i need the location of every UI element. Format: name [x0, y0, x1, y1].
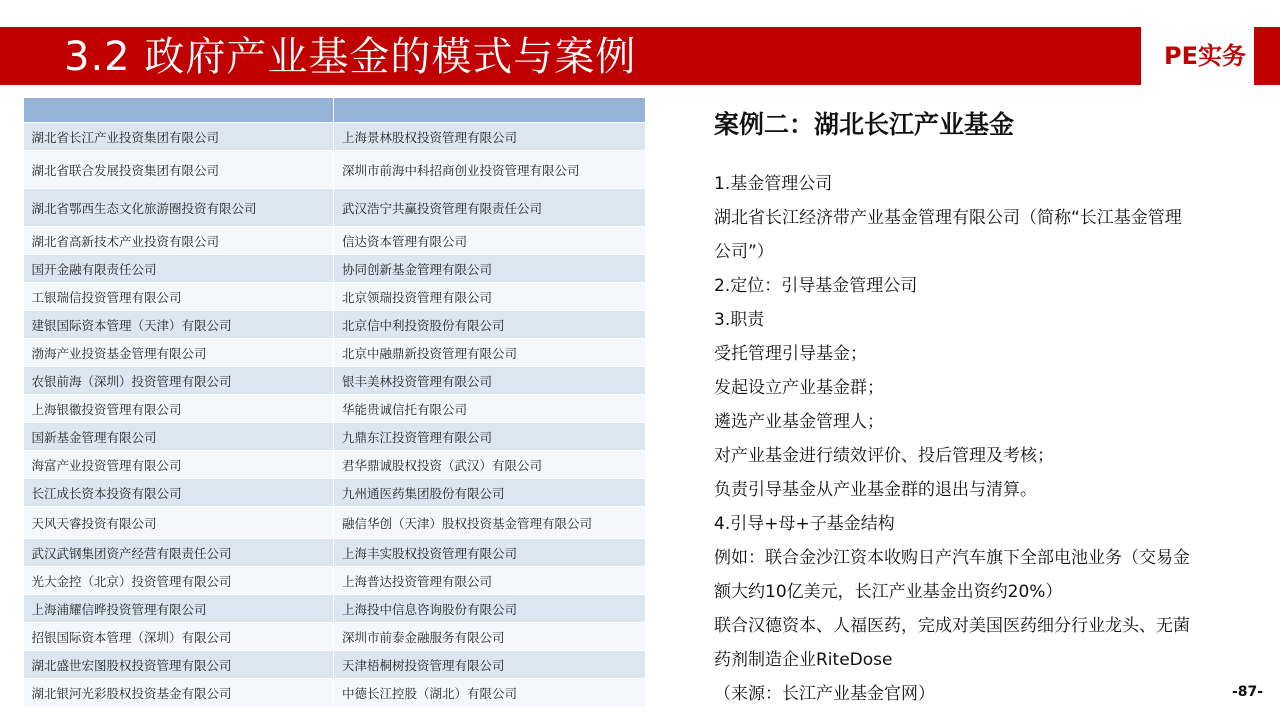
table-cell-fund-manager: 北京中融鼎新投资管理有限公司: [334, 339, 646, 367]
case-line: 公司”）: [714, 242, 774, 262]
table-cell-fund-manager: 华能贵诚信托有限公司: [334, 395, 646, 423]
table-row: [24, 623, 646, 651]
table-cell-fund-partner: 湖北省高新技术产业投资有限公司: [24, 227, 334, 255]
table-cell-fund-manager: 上海普达投资管理有限公司: [334, 567, 646, 595]
table-row: [24, 227, 646, 255]
table-cell-fund-manager: 君华鼎诚股权投资（武汉）有限公司: [334, 451, 646, 479]
table-cell-fund-manager: 协同创新基金管理有限公司: [334, 255, 646, 283]
table-row: [24, 679, 646, 707]
table-cell-fund-partner: 湖北省鄂西生态文化旅游圈投资有限公司: [24, 189, 334, 227]
badge-accent-bar: [1254, 27, 1280, 85]
table-cell-fund-partner: 工银瑞信投资管理有限公司: [24, 283, 334, 311]
table-cell-fund-partner: 湖北银河光彩股权投资基金有限公司: [24, 679, 334, 707]
table-row: [24, 395, 646, 423]
table-cell-fund-partner: 天风天睿投资有限公司: [24, 507, 334, 539]
case-line: 负责引导基金从产业基金群的退出与清算。: [714, 480, 1037, 500]
table-cell-fund-partner: 湖北盛世宏图股权投资管理有限公司: [24, 651, 334, 679]
table-row: [24, 507, 646, 539]
case-panel: [714, 105, 1254, 711]
table-cell-fund-manager: 融信华创（天津）股权投资基金管理有限公司: [334, 507, 646, 539]
table-cell-fund-partner: 武汉武钢集团资产经营有限责任公司: [24, 539, 334, 567]
table-row: [24, 651, 646, 679]
case-line: （来源：长江产业基金官网）: [714, 684, 935, 704]
case-line: 联合汉德资本、人福医药，完成对美国医药细分行业龙头、无菌: [714, 616, 1190, 636]
table-cell-fund-partner: 光大金控（北京）投资管理有限公司: [24, 567, 334, 595]
table-row: [24, 479, 646, 507]
table-cell-fund-manager: 上海投中信息咨询股份有限公司: [334, 595, 646, 623]
table-cell-fund-manager: 北京信中利投资股份有限公司: [334, 311, 646, 339]
table-cell-fund-manager: 九鼎东江投资管理有限公司: [334, 423, 646, 451]
table-cell-fund-manager: 天津梧桐树投资管理有限公司: [334, 651, 646, 679]
case-title: 案例二：湖北长江产业基金: [714, 110, 1015, 139]
table-cell-fund-manager: 九州通医药集团股份有限公司: [334, 479, 646, 507]
slide-title: 3.2 政府产业基金的模式与案例: [64, 34, 637, 80]
table-cell-fund-partner: 湖北省长江产业投资集团有限公司: [24, 123, 334, 151]
table-header-cell: [24, 98, 334, 123]
table-header-row: [24, 98, 646, 123]
table-cell-fund-partner: 上海浦耀信晔投资管理有限公司: [24, 595, 334, 623]
table-cell-fund-partner: 国新基金管理有限公司: [24, 423, 334, 451]
table-row: [24, 123, 646, 151]
table-row: [24, 151, 646, 189]
case-body: [714, 167, 1254, 711]
page-number: -87-: [1232, 684, 1264, 700]
case-line: 1.基金管理公司: [714, 174, 833, 194]
table-cell-fund-partner: 招银国际资本管理（深圳）有限公司: [24, 623, 334, 651]
case-line: 例如：联合金沙江资本收购日产汽车旗下全部电池业务（交易金: [714, 548, 1190, 568]
case-line: 药剂制造企业RiteDose: [714, 650, 893, 670]
table-row: [24, 311, 646, 339]
table-row: [24, 451, 646, 479]
table-cell-fund-manager: 中德长江控股（湖北）有限公司: [334, 679, 646, 707]
table-cell-fund-manager: 上海景林股权投资管理有限公司: [334, 123, 646, 151]
table-cell-fund-manager: 深圳市前泰金融服务有限公司: [334, 623, 646, 651]
pe-practice-badge: PE实务: [1164, 42, 1246, 70]
table-cell-fund-manager: 深圳市前海中科招商创业投资管理有限公司: [334, 151, 646, 189]
table-cell-fund-manager: 信达资本管理有限公司: [334, 227, 646, 255]
table-cell-fund-partner: 渤海产业投资基金管理有限公司: [24, 339, 334, 367]
table-cell-fund-partner: 湖北省联合发展投资集团有限公司: [24, 151, 334, 189]
table-cell-fund-partner: 上海银徽投资管理有限公司: [24, 395, 334, 423]
table-cell-fund-manager: 上海丰实股权投资管理有限公司: [334, 539, 646, 567]
case-line: 3.职责: [714, 310, 765, 330]
table-row: [24, 567, 646, 595]
table-cell-fund-partner: 农银前海（深圳）投资管理有限公司: [24, 367, 334, 395]
table-row: [24, 255, 646, 283]
table-cell-fund-partner: 长江成长资本投资有限公司: [24, 479, 334, 507]
case-line: 遴选产业基金管理人；: [714, 412, 884, 432]
table-header-cell: [334, 98, 646, 123]
case-line: 受托管理引导基金；: [714, 344, 867, 364]
case-line: 湖北省长江经济带产业基金管理有限公司（简称“长江基金管理: [714, 208, 1182, 228]
table-row: [24, 339, 646, 367]
case-line: 4.引导+母+子基金结构: [714, 514, 895, 534]
table-cell-fund-partner: 国开金融有限责任公司: [24, 255, 334, 283]
table-cell-fund-manager: 银丰美林投资管理有限公司: [334, 367, 646, 395]
case-line: 对产业基金进行绩效评价、投后管理及考核；: [714, 446, 1054, 466]
table-row: [24, 539, 646, 567]
table-cell-fund-partner: 海富产业投资管理有限公司: [24, 451, 334, 479]
table-row: [24, 423, 646, 451]
table-row: [24, 367, 646, 395]
table-row: [24, 283, 646, 311]
case-line: 额大约10亿美元，长江产业基金出资约20%）: [714, 582, 1063, 602]
table-cell-fund-partner: 建银国际资本管理（天津）有限公司: [24, 311, 334, 339]
table-row: [24, 189, 646, 227]
table-cell-fund-manager: 武汉浩宁共赢投资管理有限责任公司: [334, 189, 646, 227]
case-line: 发起设立产业基金群；: [714, 378, 884, 398]
case-line: 2.定位：引导基金管理公司: [714, 276, 918, 296]
table-row: [24, 595, 646, 623]
table-cell-fund-manager: 北京领瑞投资管理有限公司: [334, 283, 646, 311]
fund-manager-table: [23, 97, 646, 707]
